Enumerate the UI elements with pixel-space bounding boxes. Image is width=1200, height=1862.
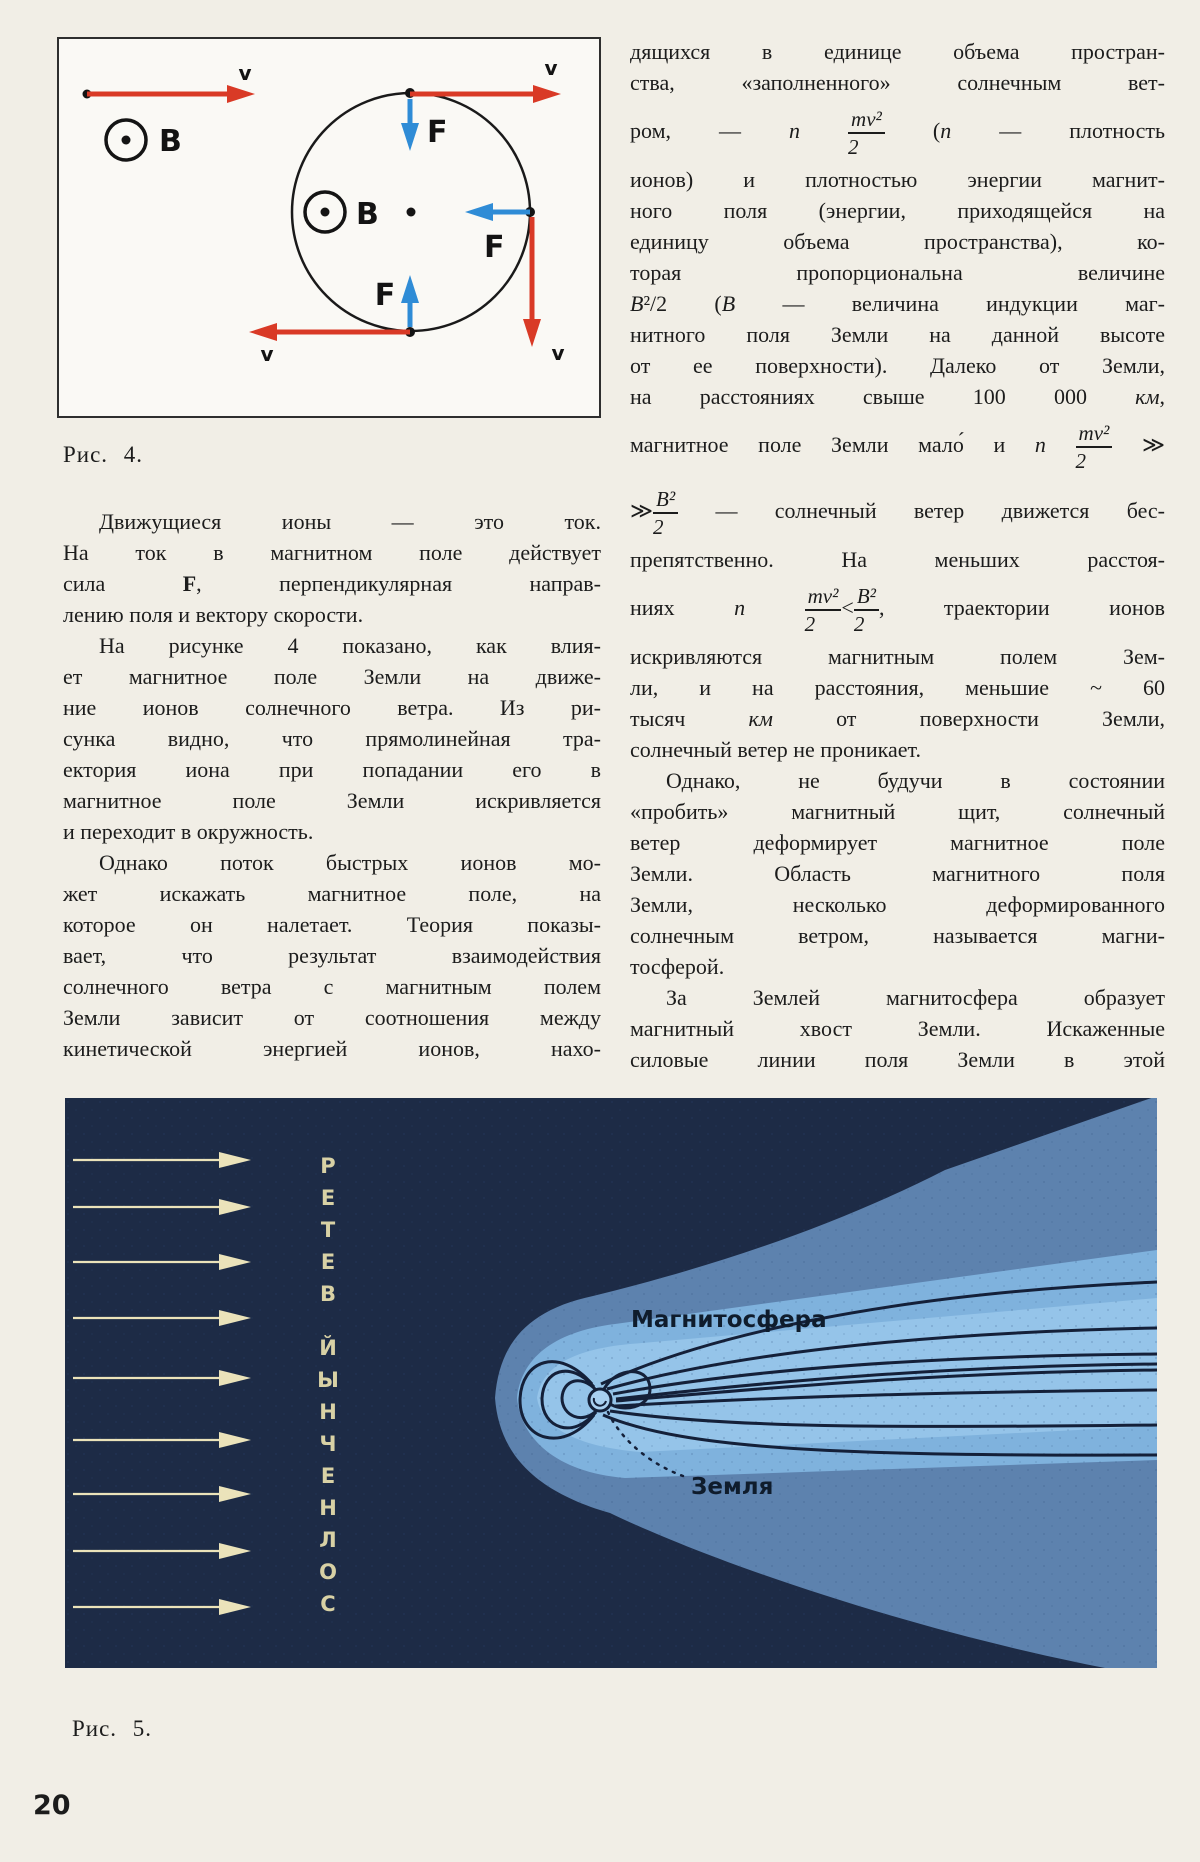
text-line: На рисунке 4 показано, как влия- (99, 633, 601, 658)
text-line: искривляются магнитным полем Зем- (630, 644, 1165, 669)
text-line: ≫ $\frac{\text{B²}}{2}$ — солнечный ветер движется бес- (630, 486, 1165, 539)
vertical-label-letter: В (319, 1282, 336, 1306)
text-line: За Землей магнитосфера образует (666, 985, 1165, 1010)
field-label: B (159, 124, 182, 159)
velocity-label: v (551, 341, 565, 365)
text-line: ектория иона при попадании его в (63, 757, 601, 782)
text-line: ниях n $\frac{\text{mv²}}{2}$ < $\frac{\text{B²}}{2}$ , траектории ионов (630, 583, 1165, 636)
vertical-label-letter: Й (319, 1336, 337, 1360)
vertical-label-letter: Р (320, 1154, 336, 1178)
text-line: магнитное поле Земли мало́ и n $\frac{\text{mv²}}{2}$ ≫ (630, 420, 1165, 473)
velocity-label: v (544, 56, 558, 80)
text-line: Земли. Область магнитного поля (630, 861, 1165, 886)
velocity-arrowhead (533, 85, 561, 103)
figure4-diagram (59, 39, 599, 416)
text-line: препятственно. На меньших расстоя- (630, 547, 1165, 572)
velocity-arrowhead (523, 319, 541, 347)
fraction: $\frac{\text{mv²}}{2}$ (848, 108, 885, 158)
vertical-label-letter: Е (320, 1464, 336, 1488)
force-label: F (484, 230, 505, 265)
right-column (630, 36, 1165, 1075)
force-arrowhead (401, 123, 419, 151)
text-line: магнитное поле Земли искривляется (63, 788, 601, 813)
magnetosphere-diagram (65, 1098, 1157, 1668)
text-line: жет искажать магнитное поле, на (63, 881, 601, 906)
vertical-label-letter: Т (320, 1218, 336, 1242)
text-line: ние ионов солнечного ветра. Из ри- (63, 695, 601, 720)
text-line: на расстояниях свыше 100 000 км, (630, 384, 1165, 409)
vertical-label-letter: Ч (319, 1432, 337, 1456)
earth-label: Земля (691, 1474, 774, 1500)
field-out-dot (122, 136, 131, 145)
figure4-caption: Рис. 4. (63, 442, 144, 467)
figure4-panel (57, 37, 601, 418)
vertical-label-letter: О (319, 1560, 337, 1584)
text-line: торая пропорциональна величине (630, 260, 1165, 285)
text-line: ионов) и плотностью энергии магнит- (630, 167, 1165, 192)
magnetosphere-label: Магнитосфера (631, 1307, 827, 1333)
force-arrowhead (401, 275, 419, 303)
text-line: Движущиеся ионы — это ток. (99, 509, 601, 534)
text-line: лению поля и вектору скорости. (63, 602, 364, 627)
text-line: ветер деформирует магнитное поле (630, 830, 1165, 855)
text-line: сунка видно, что прямолинейная тра- (63, 726, 601, 751)
text-line: нитного поля Земли на данной высоте (630, 322, 1165, 347)
text-line: и переходит в окружность. (63, 819, 314, 844)
text-line: ет магнитное поле Земли на движе- (63, 664, 601, 689)
text-line: «пробить» магнитный щит, солнечный (630, 799, 1165, 824)
text-line: от ее поверхности). Далеко от Земли, (630, 353, 1165, 378)
earth (589, 1389, 611, 1411)
vertical-label-letter: Ы (317, 1368, 339, 1392)
text-line: ром, — n $\frac{\text{mv²}}{2}$ (n — плотность (630, 106, 1166, 159)
figure5-panel (65, 1098, 1157, 1668)
page-number: 20 (33, 1790, 71, 1821)
velocity-arrowhead (249, 323, 277, 341)
text-line: кинетической энергией ионов, нахо- (63, 1036, 601, 1061)
text-line: тысяч км от поверхности Земли, (630, 706, 1165, 731)
solar-wind-vertical-label (312, 1150, 344, 1620)
text-line: солнечным ветром, называется магни- (630, 923, 1165, 948)
text-line: Земли, несколько деформированного (630, 892, 1165, 917)
text-line: солнечный ветер не проникает. (630, 737, 921, 762)
text-line: вает, что результат взаимодействия (63, 943, 601, 968)
fraction: $\frac{\text{mv²}}{2}$ (1076, 422, 1113, 472)
text-line: сила F, перпендикулярная направ- (63, 571, 602, 596)
vertical-label-letter: С (320, 1592, 336, 1616)
fraction: $\frac{\text{B²}}{2}$ (854, 585, 879, 635)
fraction: $\frac{\text{B²}}{2}$ (653, 488, 678, 538)
left-column (63, 506, 601, 1064)
text-line: дящихся в единице объема простран- (630, 39, 1165, 64)
fraction: $\frac{\text{mv²}}{2}$ (805, 585, 842, 635)
text-line: ного поля (энергии, приходящейся на (630, 198, 1165, 223)
text-line: тосферой. (630, 954, 725, 979)
text-line: силовые линии поля Земли в этой (630, 1047, 1165, 1072)
vertical-label-letter: Н (319, 1400, 337, 1424)
velocity-label: v (260, 342, 274, 366)
text-line: ли, и на расстояния, меньшие ~ 60 (630, 675, 1165, 700)
text-line: единицу объема пространства), ко- (630, 229, 1165, 254)
text-line: солнечного ветра с магнитным полем (63, 974, 601, 999)
vertical-label-letter: Н (319, 1496, 337, 1520)
force-arrowhead (465, 203, 493, 221)
text-line: магнитный хвост Земли. Искаженные (630, 1016, 1165, 1041)
text-line: ства, «заполненного» солнечным вет- (630, 70, 1165, 95)
figure5-caption: Рис. 5. (72, 1716, 153, 1741)
vertical-label-letter: Е (320, 1250, 336, 1274)
text-line: Однако поток быстрых ионов мо- (99, 850, 601, 875)
text-line: которое он налетает. Теория показы- (63, 912, 601, 937)
field-out-dot (321, 208, 330, 217)
text-line: B²/2 (B — величина индукции маг- (630, 291, 1165, 316)
force-label: F (374, 278, 396, 313)
text-line: На ток в магнитном поле действует (63, 540, 601, 565)
velocity-label: v (238, 61, 252, 85)
vertical-label-letter: Л (319, 1528, 337, 1552)
text-line: Земли зависит от соотношения между (63, 1005, 601, 1030)
circle-center-dot (407, 208, 416, 217)
velocity-arrowhead (227, 85, 255, 103)
vertical-label-letter: Е (320, 1186, 336, 1210)
force-label: F (427, 115, 448, 150)
field-label: B (356, 197, 379, 232)
text-line: Однако, не будучи в состоянии (666, 768, 1165, 793)
